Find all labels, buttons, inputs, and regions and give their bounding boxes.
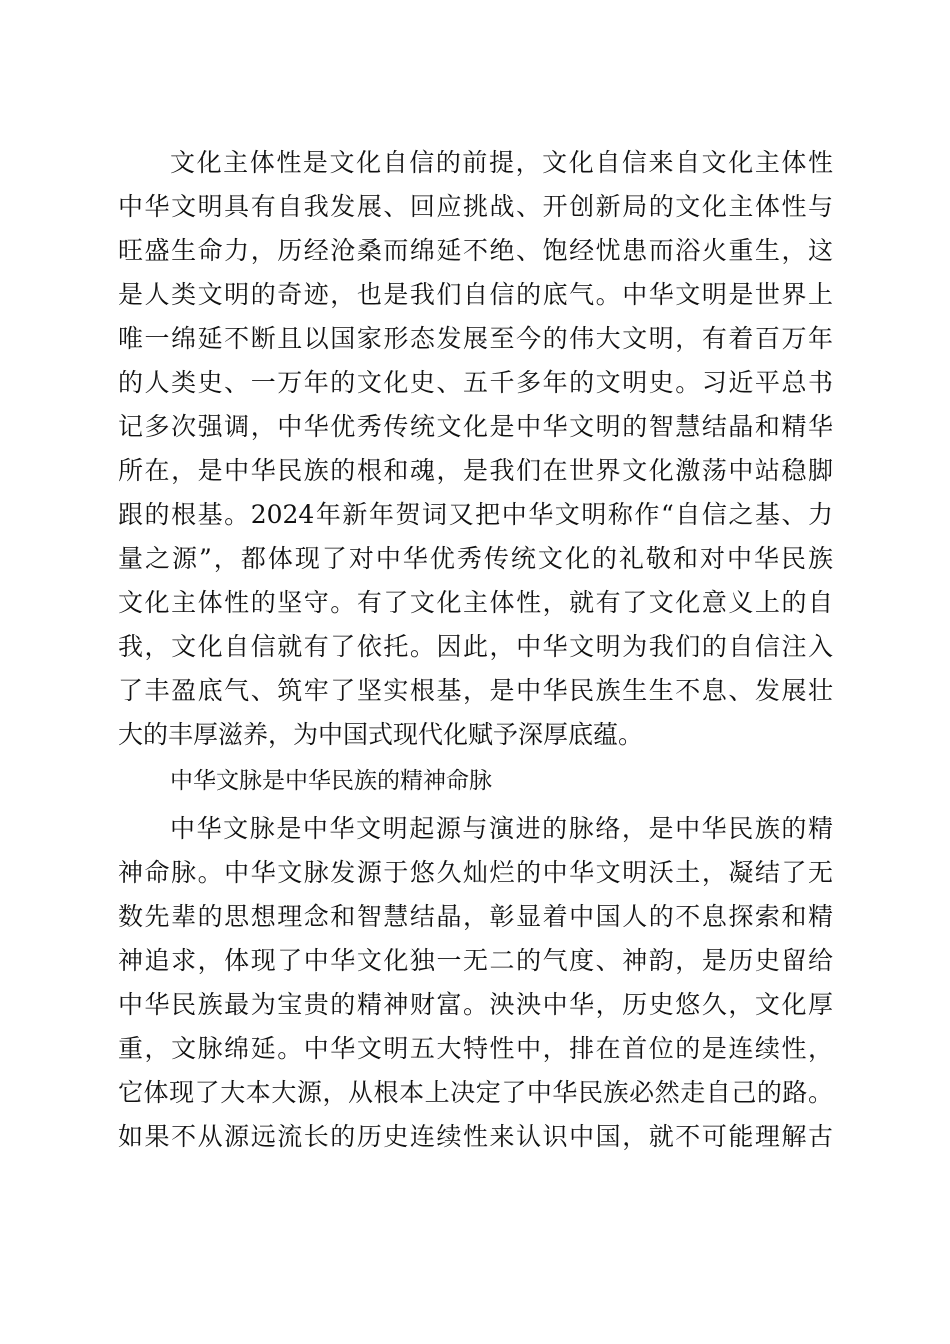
paragraph-2-line-4: 神追求，体现了中华文化独一无二的气度、神韵，是历史留给 [118, 946, 833, 975]
paragraph-1-line-6: 的人类史、一万年的文化史、五千多年的文明史。习近平总书 [118, 368, 833, 397]
paragraph-2-line-8: 如果不从源远流长的历史连续性来认识中国，就不可能理解古 [118, 1122, 833, 1151]
paragraph-1-line-9: 跟的根基。2024年新年贺词又把中华文明称作“自信之基、力 [118, 500, 833, 529]
paragraph-1-line-2: 中华文明具有自我发展、回应挑战、开创新局的文化主体性与 [118, 192, 833, 221]
paragraph-2-line-1: 中华文脉是中华文明起源与演进的脉络，是中华民族的精 [170, 814, 833, 843]
paragraph-1-line-1: 文化主体性是文化自信的前提，文化自信来自文化主体性 [170, 148, 833, 177]
paragraph-2-line-2: 神命脉。中华文脉发源于悠久灿烂的中华文明沃土，凝结了无 [118, 858, 833, 887]
paragraph-1-line-11: 文化主体性的坚守。有了文化主体性，就有了文化意义上的自 [118, 588, 833, 617]
paragraph-2-line-7: 它体现了大本大源，从根本上决定了中华民族必然走自己的路。 [118, 1078, 833, 1107]
paragraph-1-line-8: 所在，是中华民族的根和魂，是我们在世界文化激荡中站稳脚 [118, 456, 833, 485]
paragraph-2-line-5: 中华民族最为宝贵的精神财富。泱泱中华，历史悠久，文化厚 [118, 990, 833, 1019]
paragraph-1-line-7: 记多次强调，中华优秀传统文化是中华文明的智慧结晶和精华 [118, 412, 833, 441]
section-heading: 中华文脉是中华民族的精神命脉 [170, 768, 492, 794]
paragraph-1-line-13: 了丰盈底气、筑牢了坚实根基，是中华民族生生不息、发展壮 [118, 676, 833, 705]
paragraph-1-line-10: 量之源”，都体现了对中华优秀传统文化的礼敬和对中华民族 [118, 544, 833, 573]
paragraph-2-line-6: 重，文脉绵延。中华文明五大特性中，排在首位的是连续性， [118, 1034, 833, 1063]
paragraph-1-line-12: 我，文化自信就有了依托。因此，中华文明为我们的自信注入 [118, 632, 833, 661]
paragraph-1-line-14: 大的丰厚滋养，为中国式现代化赋予深厚底蕴。 [118, 720, 644, 749]
paragraph-1-line-4: 是人类文明的奇迹，也是我们自信的底气。中华文明是世界上 [118, 280, 833, 309]
paragraph-1-line-5: 唯一绵延不断且以国家形态发展至今的伟大文明，有着百万年 [118, 324, 833, 353]
paragraph-1-line-3: 旺盛生命力，历经沧桑而绵延不绝、饱经忧患而浴火重生，这 [118, 236, 833, 265]
paragraph-2-line-3: 数先辈的思想理念和智慧结晶，彰显着中国人的不息探索和精 [118, 902, 833, 931]
